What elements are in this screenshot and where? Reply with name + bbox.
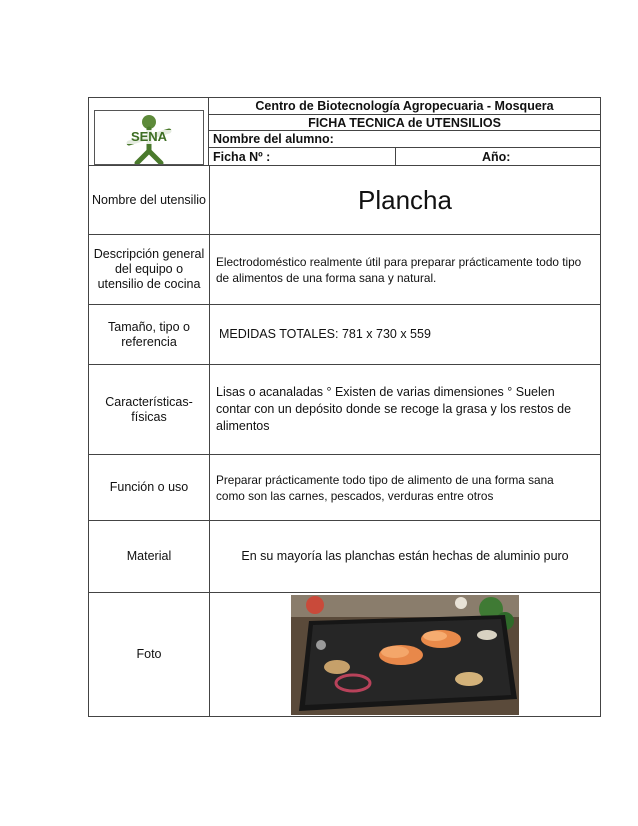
ficha-title: FICHA TECNICA de UTENSILIOS	[208, 114, 601, 131]
sena-logo	[94, 110, 204, 165]
ficha-no-label: Ficha Nº :	[213, 150, 271, 164]
row-tamano	[88, 305, 601, 365]
descripcion-value: Electrodoméstico realmente útil para preparar prácticamente todo tipo de alimentos de una forma sana y natural.	[216, 254, 582, 285]
nombre-value: Plancha	[358, 184, 452, 215]
ficha-anio-row	[208, 147, 601, 166]
center-name: Centro de Biotecnología Agropecuaria - Mosquera	[208, 97, 601, 115]
logo-cell	[88, 97, 209, 166]
anio-label: Año:	[482, 150, 511, 164]
row-caracteristicas	[88, 365, 601, 455]
ficha-table	[88, 165, 601, 717]
plancha-photo	[291, 595, 519, 715]
ficha-divider	[395, 147, 396, 166]
funcion-label: Función o uso	[89, 455, 210, 520]
alumno-field: Nombre del alumno:	[208, 130, 601, 148]
row-material	[88, 521, 601, 593]
tamano-label: Tamaño, tipo o referencia	[89, 305, 210, 364]
foto-cell	[210, 593, 600, 716]
descripcion-label: Descripción general del equipo o utensilio de cocina	[89, 235, 210, 304]
foto-label: Foto	[89, 593, 210, 716]
funcion-value: Preparar prácticamente todo tipo de alimento de una forma sana como son las carnes, pescados, verduras entre otros	[216, 472, 554, 503]
row-descripcion	[88, 235, 601, 305]
nombre-label: Nombre del utensilio	[89, 166, 210, 234]
tamano-value: MEDIDAS TOTALES: 781 x 730 x 559	[219, 327, 431, 341]
caracteristicas-value: Lisas o acanaladas ° Existen de varias dimensiones ° Suelen contar con un depósito donde se recoge la grasa y los restos de alimentos	[216, 385, 572, 433]
header	[88, 97, 601, 166]
row-nombre	[88, 165, 601, 235]
row-foto	[88, 593, 601, 717]
caracteristicas-label: Características- físicas	[89, 365, 210, 454]
svg-text:SENA: SENA	[130, 129, 168, 144]
material-label: Material	[89, 521, 210, 592]
material-value: En su mayoría las planchas están hechas de aluminio puro	[241, 549, 569, 563]
row-funcion	[88, 455, 601, 521]
